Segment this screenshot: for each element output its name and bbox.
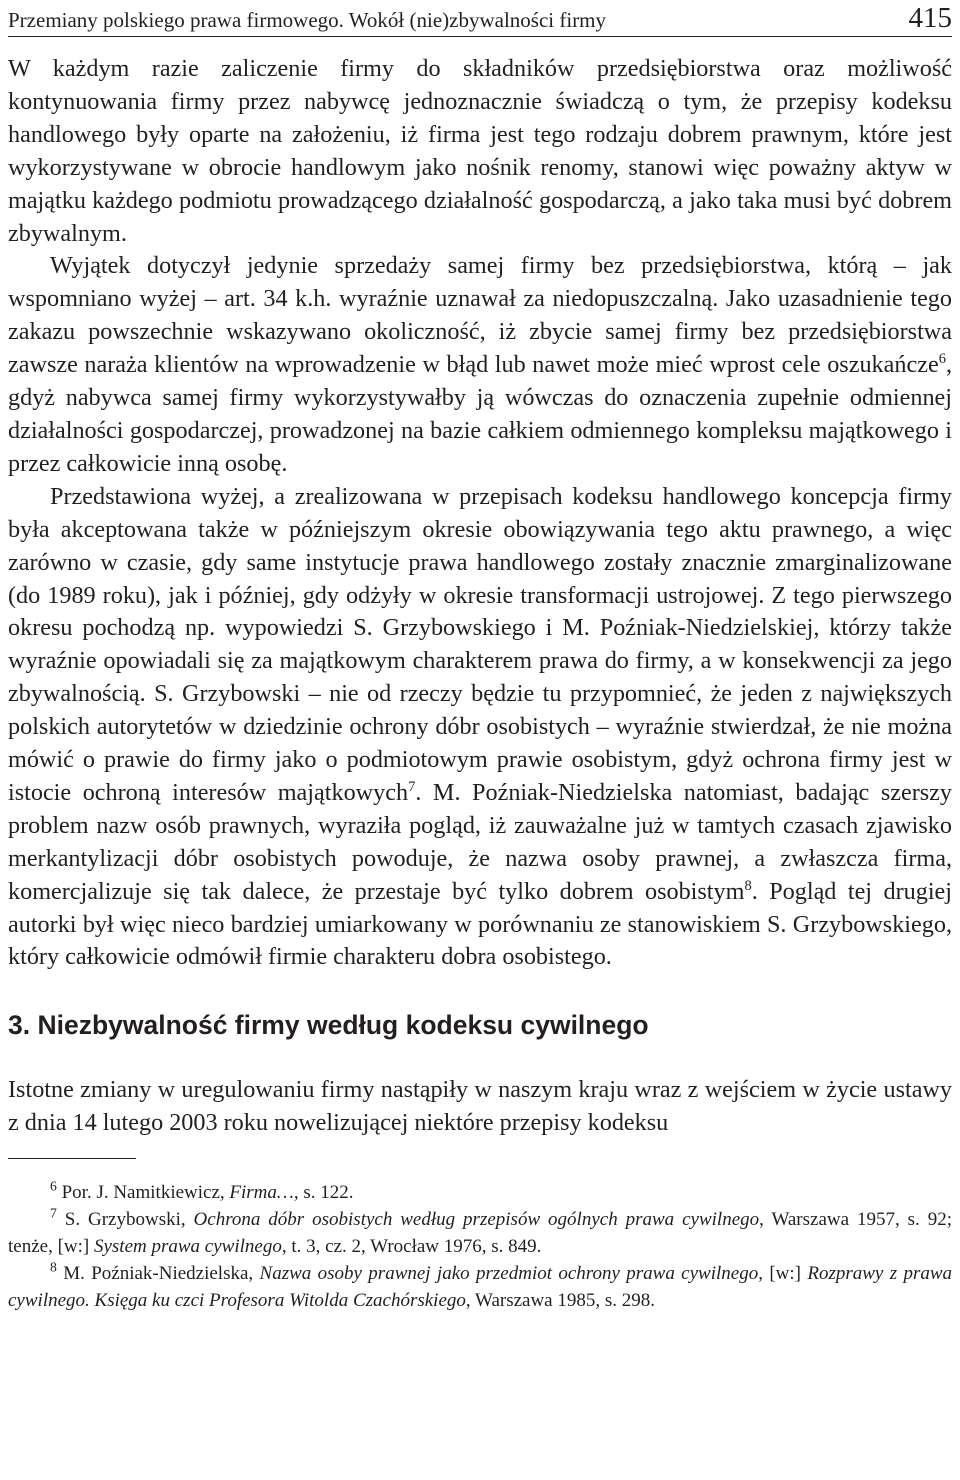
paragraph-1: [8, 53, 952, 250]
paragraph-text: . M. Poźniak-Niedzielska natomiast, badając szerszy problem nazw osób prawnych, wyraziła pogląd, iż zauważalne już w tamtych czasach zjawisko merkantylizacji dóbr osobistych powoduje, że nazwa osoby prawnej, a zwłaszcza firma, komercjalizuje się tak dalece, że przestaje być tylko dobrem osobistym: [8, 778, 952, 905]
paragraph-text: Wyjątek dotyczył jedynie sprzedaży samej firmy bez przedsiębiorstwa, którą – jak wspomniano wyżej – art. 34 k.h. wyraźnie uznawał za niedopuszczalną. Jako uzasadnienie tego zakazu powszechnie wskazywano okoliczność, iż zbycie samej firmy bez przedsiębiorstwa zawsze naraża klientów na wprowadzenie w błąd lub nawet może mieć wprost cele oszukańcze: [8, 252, 952, 379]
paragraph-2: [8, 250, 952, 480]
footnote-8: [8, 1260, 952, 1314]
footnote-text: , Warszawa 1985, s. 298.: [465, 1290, 656, 1312]
footnote-text: M. Poźniak-Niedzielska,: [56, 1263, 260, 1285]
running-head: [8, 0, 952, 37]
paragraph-text: . Pogląd tej drugiej autorki był więc nieco bardziej umiarkowany w porównaniu ze stanowiskiem S. Grzybowskiego, który całkowicie odmówił firmie charakteru dobra osobistego.: [8, 877, 952, 971]
paragraph-text: , gdyż nabywca samej firmy wykorzystywałby ją wówczas do oznaczenia zupełnie odmiennej działalności gospodarczej, prowadzonej na bazie całkiem odmiennego kompleksu majątkowego i przez całkowicie inną osobę.: [8, 351, 952, 477]
footnote-text: , s. 122.: [293, 1182, 354, 1204]
footnote-number: 6: [50, 1178, 57, 1194]
footnotes: [8, 1179, 952, 1314]
footnote-title: Rozprawy z prawa cywilnego. Księga ku czci Profesora Witolda Czachórskiego: [8, 1263, 953, 1312]
paragraph-text: W każdym razie zaliczenie firmy do składników przedsiębiorstwa oraz możliwość kontynuowania firmy przez nabywcę jednoznacznie świadczą o tym, że przepisy kodeksu handlowego były oparte na założeniu, iż firma jest tego rodzaju dobrem prawnym, które jest wykorzystywane w obrocie handlowym jako nośnik renomy, stanowi więc poważny aktyw w majątku każdego podmiotu prowadzącego działalność gospodarczą, a jako taka musi być dobrem zbywalnym.: [8, 55, 952, 247]
footnote-text: , [w:]: [758, 1263, 808, 1285]
footnote-title: Ochrona dóbr osobistych według przepisów ogólnych prawa cywilnego: [193, 1209, 760, 1231]
footnote-title: System prawa cywilnego: [93, 1236, 282, 1258]
footnote-7: [8, 1206, 952, 1260]
footnote-number: 8: [50, 1259, 57, 1275]
paragraph-text: Przedstawiona wyżej, a zrealizowana w przepisach kodeksu handlowego koncepcja firmy była akceptowana także w późniejszym okresie obowiązywania tego aktu prawnego, a więc zarówno w czasie, gdy same instytucje prawa handlowego zostały znacznie zmarginalizowane (do 1989 roku), jak i później, gdy odżyły w okresie transformacji ustrojowej. Z tego pierwszego okresu pochodzą np. wypowiedzi S. Grzybowskiego i M. Poźniak-Niedzielskiej, którzy także wyraźnie opowiadali się za majątkowym charakterem prawa do firmy, a w konsekwencji za jego zbywalnością. S. Grzybowski – nie od rzeczy będzie tu przypomnieć, że jeden z największych polskich autorytetów w dziedzinie ochrony dóbr osobistych – wyraźnie stwierdzał, że nie można mówić o prawie do firmy jako o podmiotowym prawie osobistym, gdyż ochrona firmy jest w istocie ochroną interesów majątkowych: [8, 482, 952, 806]
footnote-title: Nazwa osoby prawnej jako przedmiot ochrony prawa cywilnego: [259, 1263, 759, 1285]
footnote-6: [8, 1179, 952, 1206]
section-paragraph: Istotne zmiany w uregulowaniu firmy nastąpiły w naszym kraju wraz z wejściem w życie ustawy z dnia 14 lutego 2003 roku nowelizującej niektóre przepisy kodeksu: [8, 1076, 952, 1137]
footnote-ref-7[interactable]: 7: [408, 778, 416, 795]
section-body: [8, 1074, 952, 1140]
footnote-number: 7: [50, 1205, 57, 1221]
footnote-text: Por. J. Namitkiewicz,: [56, 1182, 230, 1204]
footnote-title: Firma…: [229, 1182, 294, 1204]
footnote-text: S. Grzybowski,: [56, 1209, 194, 1231]
footnote-ref-6[interactable]: 6: [938, 351, 946, 368]
running-head-title: Przemiany polskiego prawa firmowego. Wokół (nie)zbywalności firmy: [8, 8, 607, 32]
document-page: [8, 0, 952, 1314]
page-number: 415: [908, 2, 952, 34]
section-heading: 3. Niezbywalność firmy według kodeksu cywilnego: [8, 1010, 649, 1041]
footnote-ref-8[interactable]: 8: [744, 877, 752, 894]
footnote-text: , Warszawa 1957, s. 92; tenże, [w:]: [8, 1209, 952, 1258]
body-text: [8, 53, 952, 974]
footnote-text: , t. 3, cz. 2, Wrocław 1976, s. 849.: [281, 1236, 542, 1258]
footnote-separator: [8, 1158, 136, 1159]
paragraph-3: [8, 481, 952, 975]
